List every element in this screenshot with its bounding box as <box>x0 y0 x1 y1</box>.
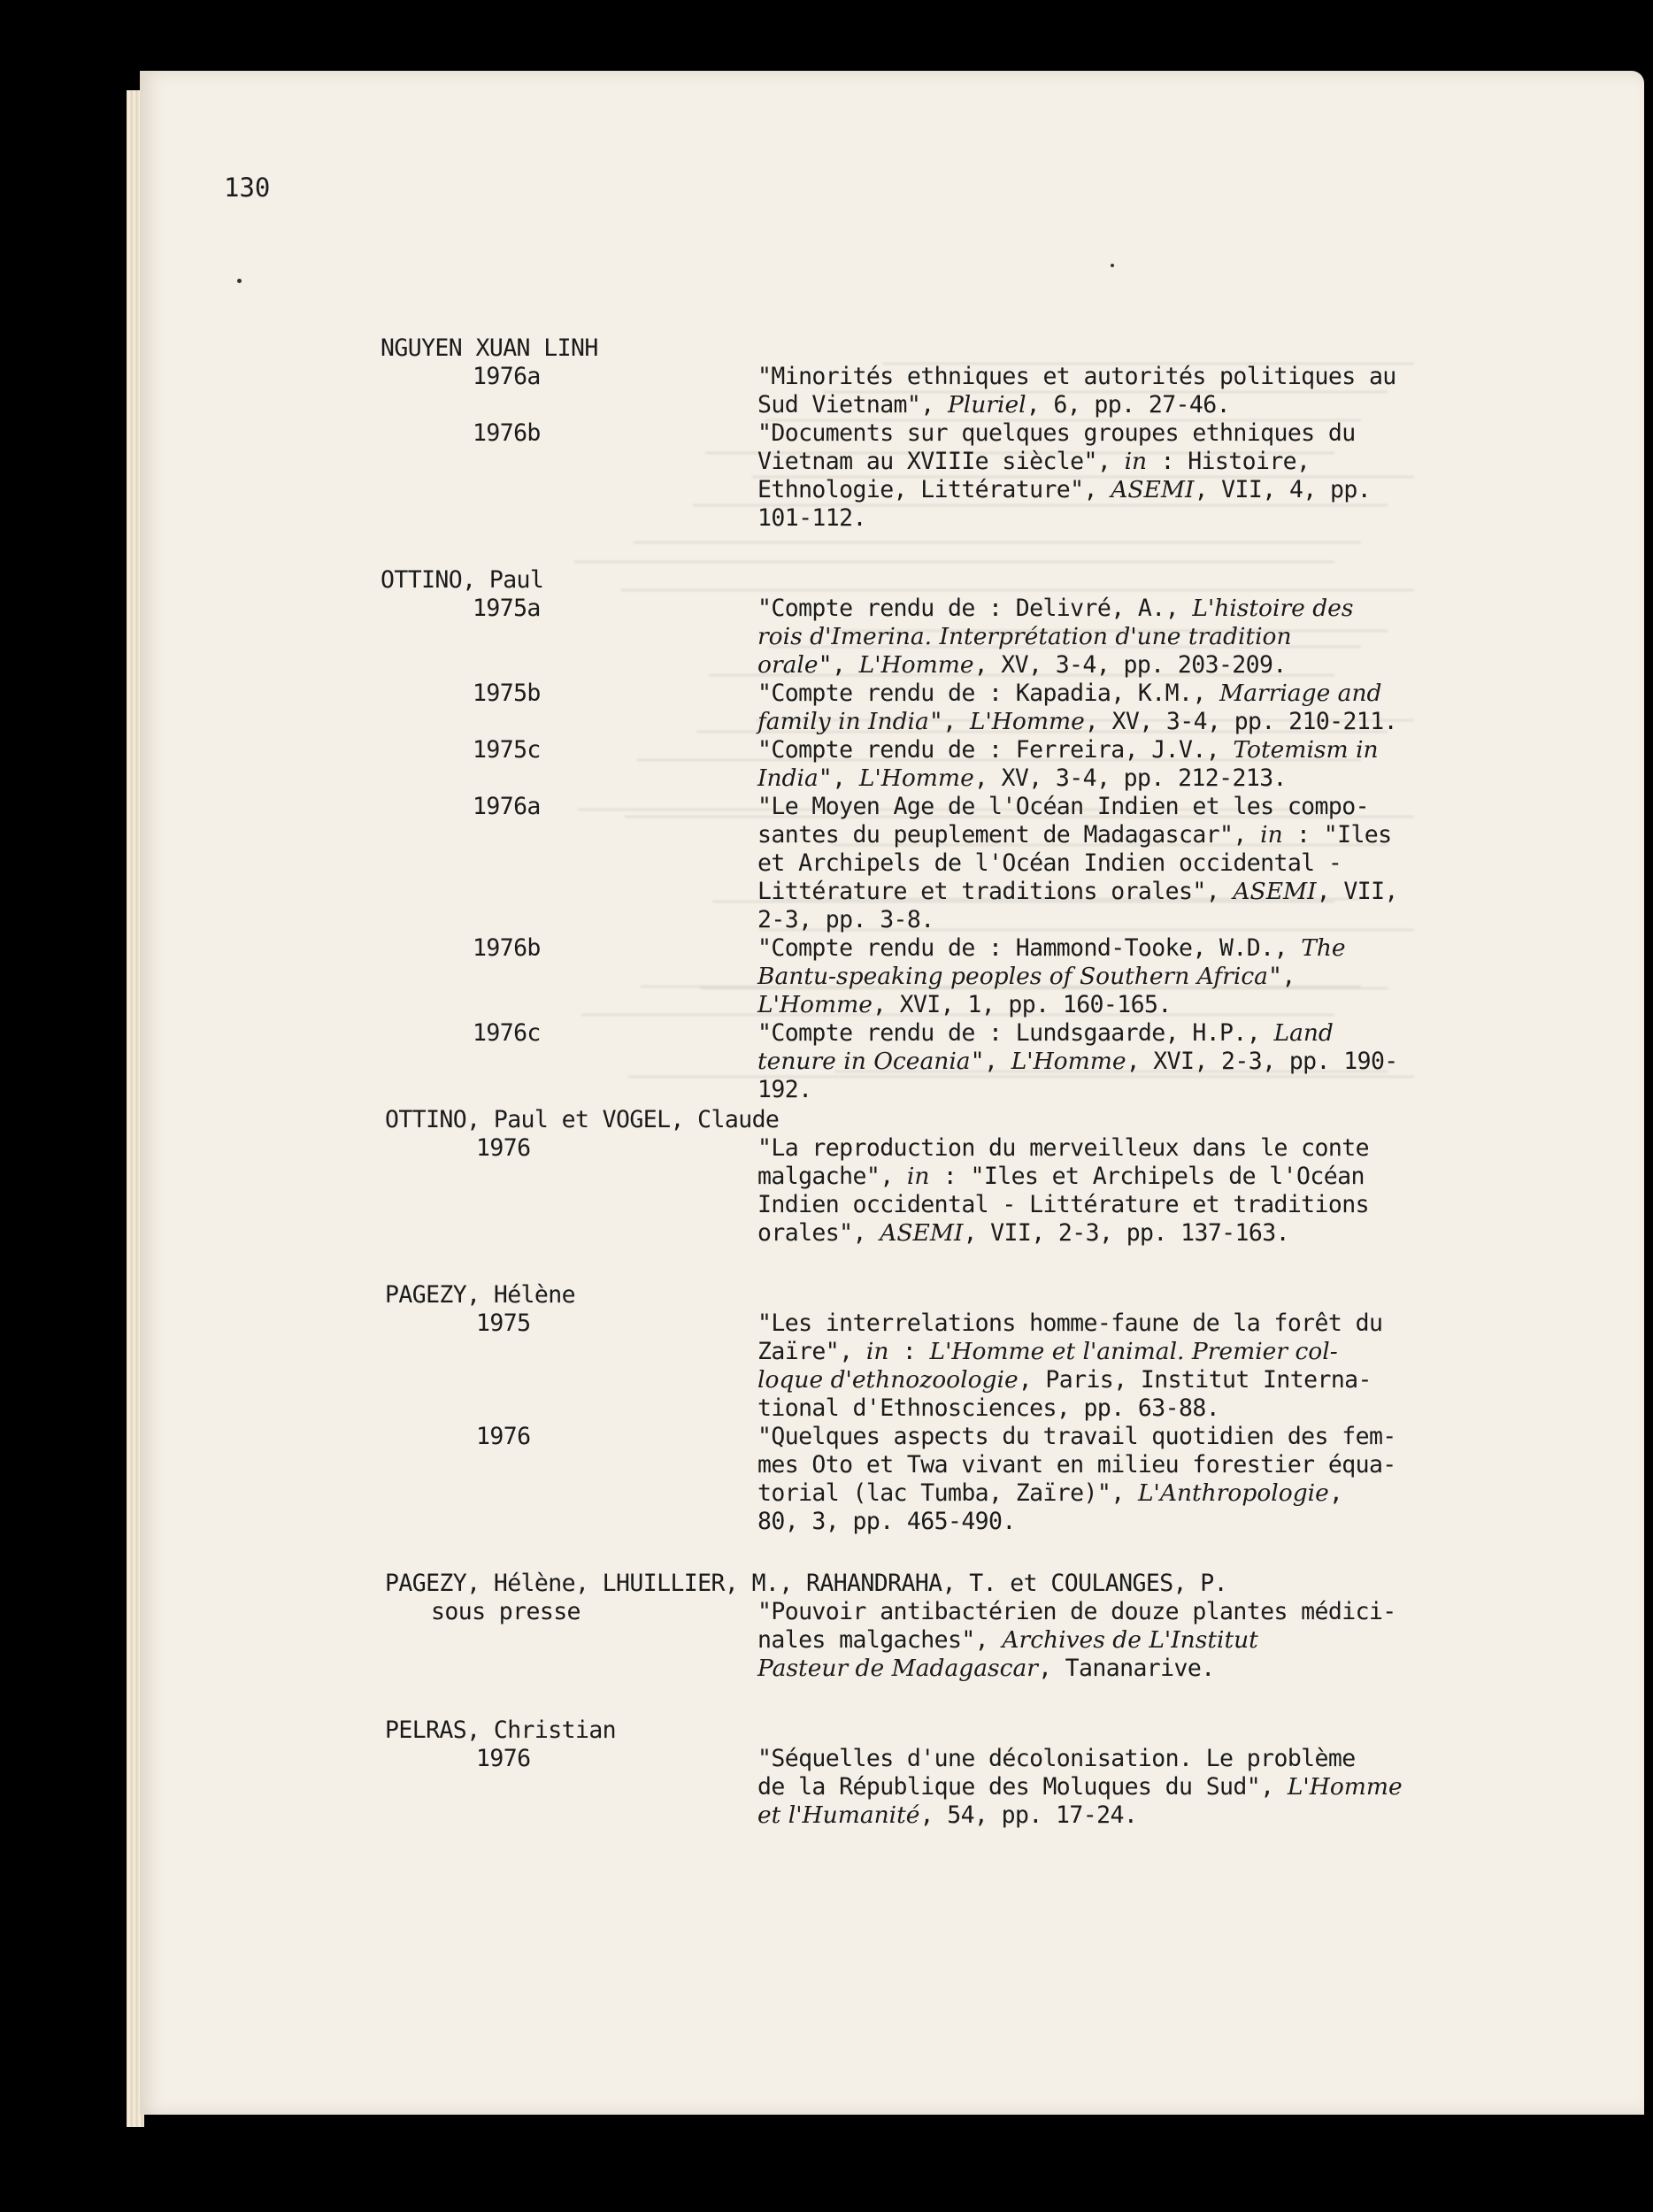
text-line <box>757 1163 1365 1191</box>
text-segment: , VII, 4, pp. <box>1194 476 1372 503</box>
text-segment: : "Iles <box>1282 821 1392 849</box>
text-segment: 1976a <box>473 793 541 820</box>
text-segment: 2-3, pp. 3-8. <box>757 906 934 933</box>
text-segment: , XV, 3-4, pp. 212-213. <box>973 764 1287 792</box>
text-line <box>757 963 1295 991</box>
text-segment: "Compte rendu de : Ferreira, J.V., <box>757 736 1234 764</box>
italic-text: Pasteur de Madagascar <box>757 1655 1038 1682</box>
text-segment: 1976a <box>473 363 541 390</box>
italic-text: ASEMI <box>880 1219 964 1247</box>
italic-text: tenure in Oceania <box>757 1048 971 1075</box>
text-segment: "Quelques aspects du travail quotidien des fem- <box>757 1423 1396 1450</box>
text-segment: , XVI, 2-3, pp. 190- <box>1126 1048 1398 1075</box>
text-line <box>381 566 543 595</box>
italic-text: L'Homme <box>858 764 974 792</box>
text-line <box>757 680 1382 708</box>
italic-text: in <box>1260 821 1283 849</box>
show-through-line <box>574 561 1334 563</box>
text-line <box>757 476 1371 504</box>
text-segment: "Compte rendu de : Delivré, A., <box>757 595 1193 622</box>
text-line <box>473 736 541 764</box>
text-line <box>757 1479 1342 1508</box>
text-segment: "Compte rendu de : Hammond-Tooke, W.D., <box>757 934 1302 962</box>
text-segment: ", <box>928 708 970 735</box>
text-segment: PAGEZY, Hélène <box>385 1281 575 1309</box>
text-line <box>385 1281 575 1310</box>
text-line <box>476 1134 530 1163</box>
text-line <box>757 1191 1369 1219</box>
text-line <box>757 419 1356 448</box>
text-line <box>757 504 866 533</box>
italic-text: in <box>906 1163 930 1190</box>
italic-text: in <box>1124 448 1148 475</box>
text-segment: sous presse <box>431 1598 580 1625</box>
text-segment: 1976c <box>473 1019 541 1047</box>
text-line <box>757 708 1397 736</box>
text-segment: ", <box>818 764 859 792</box>
text-line <box>757 1310 1382 1338</box>
text-segment: , VII, <box>1316 878 1398 905</box>
text-line <box>757 1655 1215 1683</box>
text-line <box>757 1134 1369 1163</box>
text-line <box>757 595 1353 623</box>
text-segment: 1976 <box>476 1134 531 1162</box>
text-line <box>757 878 1398 906</box>
text-segment: 1975c <box>473 736 541 764</box>
page-number: 130 <box>224 173 271 203</box>
text-segment: "Documents sur quelques groupes ethniques du <box>757 419 1356 447</box>
text-segment: orales", <box>757 1219 880 1247</box>
text-line <box>476 1745 530 1773</box>
text-line <box>757 1366 1372 1394</box>
text-segment: Vietnam au XVIIIe siècle", <box>757 448 1125 475</box>
text-line <box>757 1219 1289 1248</box>
text-segment: Sud Vietnam", <box>757 391 948 419</box>
italic-text: Marriage and <box>1219 680 1382 707</box>
text-line <box>385 1717 616 1745</box>
text-line <box>476 1310 530 1338</box>
text-line <box>473 419 541 448</box>
text-segment: , XV, 3-4, pp. 210-211. <box>1084 708 1397 735</box>
text-segment: de la République des Moluques du Sud", <box>757 1773 1288 1801</box>
text-segment: 1976b <box>473 934 541 962</box>
text-line <box>473 793 541 821</box>
text-segment: OTTINO, Paul <box>381 566 544 594</box>
text-segment: , Paris, Institut Interna- <box>1018 1366 1372 1394</box>
italic-text: L'Homme <box>969 708 1085 735</box>
text-segment: "Compte rendu de : Kapadia, K.M., <box>757 680 1220 707</box>
text-segment: ", <box>818 651 859 679</box>
text-segment: , VII, 2-3, pp. 137-163. <box>963 1219 1289 1247</box>
text-line <box>385 1570 1227 1598</box>
text-segment: "La reproduction du merveilleux dans le conte <box>757 1134 1369 1162</box>
text-segment: santes du peuplement de Madagascar", <box>757 821 1261 849</box>
text-line <box>757 906 934 934</box>
text-line <box>476 1423 530 1451</box>
text-segment: ", <box>970 1048 1011 1075</box>
text-line <box>757 1394 1219 1423</box>
italic-text: Bantu-speaking peoples of Southern Africa <box>757 963 1268 990</box>
text-segment: Zaïre", <box>757 1338 866 1365</box>
text-line <box>757 1019 1334 1048</box>
text-segment: 1976 <box>476 1745 531 1772</box>
text-segment: , 54, pp. 17-24. <box>919 1801 1138 1829</box>
italic-text: family in India <box>757 708 929 735</box>
text-segment: 1975a <box>473 595 541 622</box>
text-line <box>757 1508 1016 1536</box>
text-line <box>431 1598 580 1626</box>
italic-text: L'Homme <box>1287 1773 1403 1801</box>
text-segment: "Minorités ethniques et autorités politiques au <box>757 363 1396 390</box>
text-segment: malgache", <box>757 1163 907 1190</box>
text-line <box>473 680 541 708</box>
text-segment: 1975b <box>473 680 541 707</box>
italic-text: L'histoire des <box>1192 595 1354 622</box>
text-segment: PAGEZY, Hélène, LHUILLIER, M., RAHANDRAHA, T. et COULANGES, P. <box>385 1570 1227 1597</box>
text-segment: Littérature et traditions orales", <box>757 878 1234 905</box>
text-line <box>757 1451 1396 1479</box>
text-segment: tional d'Ethnosciences, pp. 63-88. <box>757 1394 1220 1422</box>
text-line <box>757 1745 1356 1773</box>
text-segment: Indien occidental - Littérature et traditions <box>757 1191 1369 1218</box>
text-line <box>757 651 1287 680</box>
text-segment: "Pouvoir antibactérien de douze plantes médici- <box>757 1598 1396 1625</box>
text-line <box>757 1423 1396 1451</box>
text-line <box>757 934 1346 963</box>
italic-text: loque d'ethnozoologie <box>757 1366 1019 1394</box>
text-segment: NGUYEN XUAN LINH <box>381 334 598 362</box>
text-segment: , XVI, 1, pp. 160-165. <box>872 991 1172 1018</box>
text-line <box>757 1598 1396 1626</box>
text-line <box>757 821 1392 849</box>
text-line <box>473 363 541 391</box>
text-line <box>757 736 1379 764</box>
italic-text: orale <box>757 651 819 679</box>
text-segment: mes Oto et Twa vivant en milieu forestier équa- <box>757 1451 1396 1479</box>
italic-text: rois d'Imerina. Interprétation d'une tradition <box>757 623 1292 650</box>
italic-text: L'Homme <box>1011 1048 1126 1075</box>
text-line <box>757 1048 1398 1076</box>
text-segment: 101-112. <box>757 504 866 532</box>
text-line <box>757 1801 1137 1830</box>
text-segment: : Histoire, <box>1147 448 1311 475</box>
text-line <box>757 764 1287 793</box>
text-line <box>757 1076 811 1104</box>
text-line <box>473 934 541 963</box>
text-segment: 80, 3, pp. 465-490. <box>757 1508 1016 1535</box>
italic-text: ASEMI <box>1111 476 1195 503</box>
text-segment: "Le Moyen Age de l'Océan Indien et les compo- <box>757 793 1369 820</box>
text-segment: , 6, pp. 27-46. <box>1026 391 1230 419</box>
italic-text: et l'Humanité <box>757 1801 920 1829</box>
italic-text: in <box>865 1338 889 1365</box>
ink-speck <box>237 279 242 283</box>
text-segment: : <box>888 1338 930 1365</box>
ink-speck <box>1111 264 1114 267</box>
text-segment: , Tananarive. <box>1037 1655 1215 1682</box>
text-line <box>757 391 1230 419</box>
text-segment: "Les interrelations homme-faune de la forêt du <box>757 1310 1383 1337</box>
italic-text: ASEMI <box>1233 878 1317 905</box>
text-segment: nales malgaches", <box>757 1626 1003 1654</box>
text-segment: torial (lac Tumba, Zaïre)", <box>757 1479 1138 1507</box>
italic-text: L'Anthropologie <box>1137 1479 1329 1507</box>
text-line <box>757 623 1292 651</box>
show-through-line <box>628 1076 1414 1078</box>
text-segment: , XV, 3-4, pp. 203-209. <box>973 651 1287 679</box>
text-segment: : "Iles et Archipels de l'Océan <box>929 1163 1365 1190</box>
text-segment: OTTINO, Paul et VOGEL, Claude <box>385 1106 780 1133</box>
show-through-line <box>621 589 1414 591</box>
italic-text: Pluriel <box>947 391 1026 419</box>
text-segment: PELRAS, Christian <box>385 1717 617 1744</box>
italic-text: Totemism in <box>1233 736 1379 764</box>
text-line <box>381 334 598 363</box>
italic-text: Land <box>1273 1019 1334 1047</box>
text-segment: 1975 <box>476 1310 531 1337</box>
text-line <box>757 448 1310 476</box>
text-line <box>757 1338 1338 1366</box>
italic-text: India <box>757 764 819 792</box>
text-line <box>385 1106 779 1134</box>
text-line <box>757 849 1342 878</box>
text-line <box>757 991 1172 1019</box>
italic-text: The <box>1301 934 1346 962</box>
text-line <box>757 793 1369 821</box>
text-line <box>757 1626 1258 1655</box>
text-line <box>757 1773 1403 1801</box>
italic-text: Archives de L'Institut <box>1002 1626 1258 1654</box>
text-segment: et Archipels de l'Océan Indien occidental - <box>757 849 1342 877</box>
text-segment: 192. <box>757 1076 812 1103</box>
text-segment: "Séquelles d'une décolonisation. Le problème <box>757 1745 1356 1772</box>
text-segment: ", <box>1267 963 1295 990</box>
text-line <box>757 363 1396 391</box>
text-segment: 1976 <box>476 1423 531 1450</box>
italic-text: L'Homme et l'animal. Premier col- <box>929 1338 1338 1365</box>
text-segment: 1976b <box>473 419 541 447</box>
text-line <box>473 1019 541 1048</box>
show-through-line <box>634 541 1361 543</box>
text-line <box>473 595 541 623</box>
text-segment: , <box>1328 1479 1343 1507</box>
italic-text: L'Homme <box>757 991 873 1018</box>
text-segment: "Compte rendu de : Lundsgaarde, H.P., <box>757 1019 1274 1047</box>
italic-text: L'Homme <box>858 651 974 679</box>
text-segment: Ethnologie, Littérature", <box>757 476 1111 503</box>
